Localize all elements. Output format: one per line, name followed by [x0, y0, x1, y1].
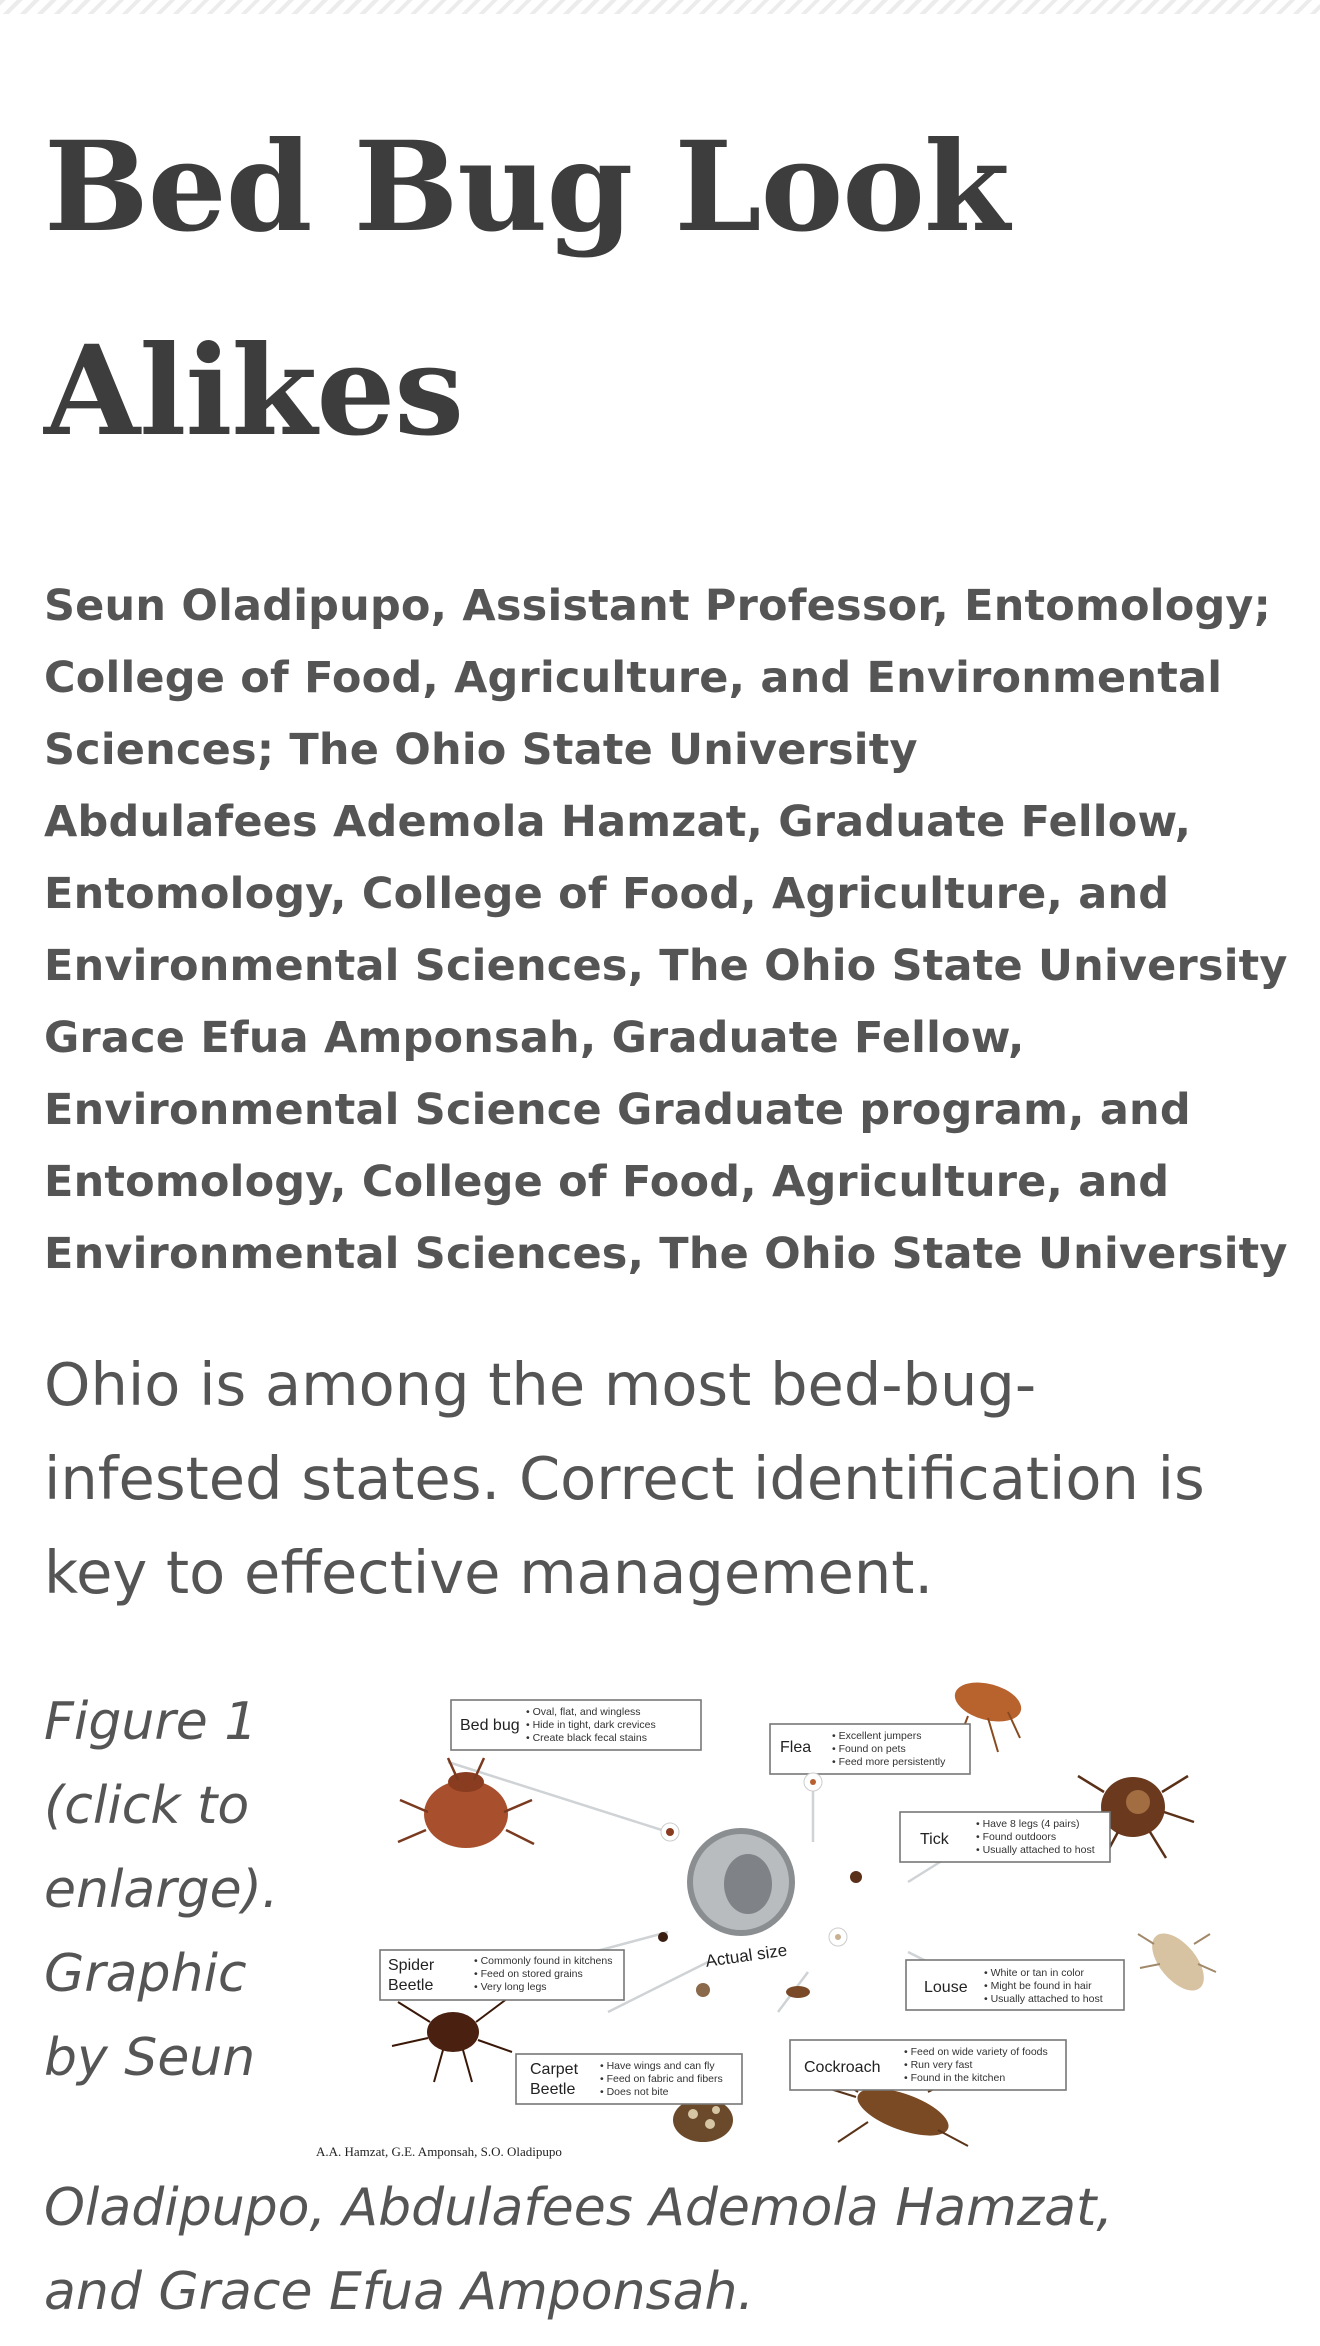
figure-caption	[44, 1680, 304, 2100]
page-title	[44, 86, 1144, 494]
bed-bug-image	[398, 1758, 534, 1848]
intro-line: infested states. Correct identification is	[44, 1444, 1205, 1513]
author-line: Environmental Science Graduate program, and	[44, 1085, 1191, 1135]
spider-beetle-image	[392, 1998, 512, 2082]
flea-label-box	[770, 1724, 970, 1774]
author-line: Seun Oladipupo, Assistant Professor, Entomology;	[44, 581, 1272, 631]
carpet-beetle-fact: • Feed on fabric and fibers	[600, 2073, 723, 2085]
flea-fact: • Feed more persistently	[832, 1756, 946, 1768]
actual-size-label: Actual size	[704, 1940, 789, 1971]
spider-beetle-fact: • Feed on stored grains	[474, 1968, 583, 1980]
louse-fact: • White or tan in color	[984, 1967, 1084, 1979]
caption-line: enlarge).	[44, 1860, 279, 1920]
author-line: Environmental Sciences, The Ohio State University	[44, 941, 1288, 991]
caption-line: and Grace Efua Amponsah.	[44, 2262, 754, 2322]
top-border	[0, 0, 1320, 14]
carpet-beetle-label-box	[516, 2054, 742, 2104]
carpet-beetle-name: Carpet	[530, 2061, 579, 2078]
bed-bug-label-box	[451, 1700, 701, 1750]
caption-line: Figure 1	[44, 1692, 258, 1752]
cockroach-name: Cockroach	[804, 2059, 881, 2076]
louse-image	[1138, 1924, 1216, 1999]
spider-beetle-fact: • Very long legs	[474, 1981, 547, 1993]
bed-bug-name: Bed bug	[460, 1717, 520, 1734]
carpet-beetle-fact: • Does not bite	[600, 2086, 669, 2098]
flea-name: Flea	[780, 1739, 812, 1756]
cockroach-fact: • Run very fast	[904, 2059, 973, 2071]
caption-line: Graphic	[44, 1944, 247, 2004]
title-line: Bed Bug Look	[44, 115, 1009, 260]
caption-line: Oladipupo, Abdulafees Ademola Hamzat,	[44, 2178, 1113, 2238]
louse-fact: • Usually attached to host	[984, 1993, 1103, 2005]
author-line: Environmental Sciences, The Ohio State University	[44, 1229, 1288, 1279]
cockroach-label-box	[790, 2040, 1066, 2090]
carpet-beetle-name: Beetle	[530, 2081, 576, 2098]
bed-bug-fact: • Create black fecal stains	[526, 1732, 647, 1744]
carpet-beetle-fact: • Have wings and can fly	[600, 2060, 715, 2072]
intro-line: Ohio is among the most bed-bug-	[44, 1350, 1037, 1419]
author-line: Sciences; The Ohio State University	[44, 725, 918, 775]
spider-beetle-name: Spider	[388, 1957, 435, 1974]
louse-fact: • Might be found in hair	[984, 1980, 1092, 1992]
tick-fact: • Found outdoors	[976, 1831, 1057, 1843]
title-line: Alikes	[44, 319, 464, 464]
spider-beetle-fact: • Commonly found in kitchens	[474, 1955, 613, 1967]
cockroach-fact: • Feed on wide variety of foods	[904, 2046, 1048, 2058]
intro-line: key to effective management.	[44, 1538, 934, 1607]
caption-line: by Seun	[44, 2028, 256, 2088]
figure-1-bed-bug-lookalikes[interactable]	[308, 1672, 1248, 2172]
louse-name: Louse	[924, 1979, 968, 1996]
bed-bug-fact: • Hide in tight, dark crevices	[526, 1719, 656, 1731]
author-line: Entomology, College of Food, Agriculture, and	[44, 869, 1170, 919]
figure-credit: A.A. Hamzat, G.E. Amponsah, S.O. Oladipupo	[316, 2144, 562, 2159]
tick-fact: • Usually attached to host	[976, 1844, 1095, 1856]
flea-fact: • Found on pets	[832, 1743, 906, 1755]
tick-fact: • Have 8 legs (4 pairs)	[976, 1818, 1080, 1830]
tick-name: Tick	[920, 1831, 949, 1848]
figure-graphic[interactable]	[308, 1672, 1248, 2172]
author-line: Abdulafees Ademola Hamzat, Graduate Fellow,	[44, 797, 1192, 847]
flea-fact: • Excellent jumpers	[832, 1730, 922, 1742]
spider-beetle-name: Beetle	[388, 1977, 434, 1994]
caption-line: (click to	[44, 1776, 250, 1836]
cockroach-fact: • Found in the kitchen	[904, 2072, 1006, 2084]
author-affiliations	[44, 570, 1294, 1290]
bed-bug-fact: • Oval, flat, and wingless	[526, 1706, 641, 1718]
author-line: Entomology, College of Food, Agriculture, and	[44, 1157, 1170, 1207]
quarter-coin	[687, 1828, 795, 1971]
author-line: College of Food, Agriculture, and Environmental	[44, 653, 1223, 703]
louse-label-box	[906, 1960, 1124, 2010]
tick-label-box	[900, 1812, 1110, 1862]
figure-caption-continued	[44, 2166, 1294, 2334]
intro-paragraph	[44, 1338, 1264, 1620]
author-line: Grace Efua Amponsah, Graduate Fellow,	[44, 1013, 1025, 1063]
spider-beetle-label-box	[380, 1950, 624, 2000]
